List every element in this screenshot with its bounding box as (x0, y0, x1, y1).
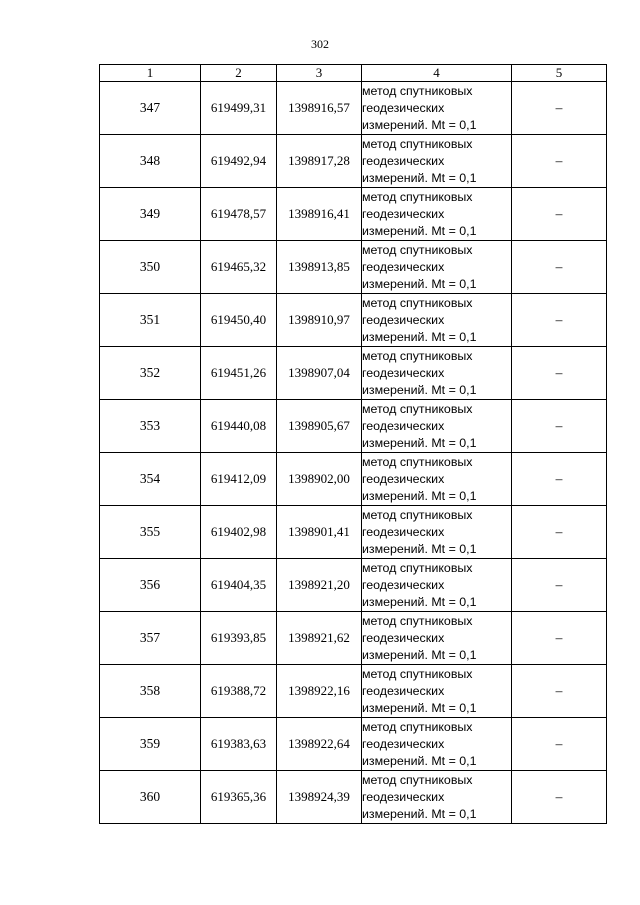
point-number-cell: 352 (100, 347, 201, 400)
method-cell (362, 82, 512, 135)
description-cell: – (512, 294, 607, 347)
method-line: измерений. Mt = 0,1 (362, 700, 477, 715)
method-line: измерений. Mt = 0,1 (362, 594, 477, 609)
description-cell: – (512, 771, 607, 824)
point-number-cell: 356 (100, 559, 201, 612)
point-number-cell: 355 (100, 506, 201, 559)
method-line: метод спутниковых (362, 136, 473, 151)
method-line: геодезических (362, 524, 445, 539)
x-coordinate-cell: 619404,35 (201, 559, 277, 612)
point-number-cell: 347 (100, 82, 201, 135)
coordinates-table (99, 64, 607, 824)
method-line: геодезических (362, 630, 445, 645)
x-coordinate-cell: 619450,40 (201, 294, 277, 347)
method-line: метод спутниковых (362, 666, 473, 681)
method-line: измерений. Mt = 0,1 (362, 223, 477, 238)
method-line: геодезических (362, 418, 445, 433)
method-line: метод спутниковых (362, 454, 473, 469)
method-line: геодезических (362, 577, 445, 592)
method-line: геодезических (362, 683, 445, 698)
description-cell: – (512, 241, 607, 294)
description-cell: – (512, 506, 607, 559)
header-col-4: 4 (362, 65, 512, 82)
x-coordinate-cell: 619388,72 (201, 665, 277, 718)
header-col-5: 5 (512, 65, 607, 82)
table-row (100, 453, 607, 506)
method-line: измерений. Mt = 0,1 (362, 276, 477, 291)
y-coordinate-cell: 1398924,39 (277, 771, 362, 824)
table-row (100, 400, 607, 453)
method-cell (362, 188, 512, 241)
description-cell: – (512, 400, 607, 453)
header-col-1: 1 (100, 65, 201, 82)
method-line: измерений. Mt = 0,1 (362, 541, 477, 556)
description-cell: – (512, 188, 607, 241)
method-line: метод спутниковых (362, 83, 473, 98)
method-line: метод спутниковых (362, 560, 473, 575)
x-coordinate-cell: 619451,26 (201, 347, 277, 400)
y-coordinate-cell: 1398916,41 (277, 188, 362, 241)
table-row (100, 771, 607, 824)
method-cell (362, 612, 512, 665)
method-line: метод спутниковых (362, 242, 473, 257)
y-coordinate-cell: 1398922,16 (277, 665, 362, 718)
method-line: измерений. Mt = 0,1 (362, 753, 477, 768)
method-line: метод спутниковых (362, 189, 473, 204)
method-cell (362, 400, 512, 453)
method-cell (362, 665, 512, 718)
description-cell: – (512, 559, 607, 612)
point-number-cell: 353 (100, 400, 201, 453)
point-number-cell: 358 (100, 665, 201, 718)
y-coordinate-cell: 1398917,28 (277, 135, 362, 188)
x-coordinate-cell: 619499,31 (201, 82, 277, 135)
table-row (100, 135, 607, 188)
method-cell (362, 559, 512, 612)
table-row (100, 241, 607, 294)
x-coordinate-cell: 619478,57 (201, 188, 277, 241)
method-line: метод спутниковых (362, 401, 473, 416)
x-coordinate-cell: 619412,09 (201, 453, 277, 506)
description-cell: – (512, 718, 607, 771)
table-row (100, 506, 607, 559)
header-row (100, 65, 607, 82)
y-coordinate-cell: 1398907,04 (277, 347, 362, 400)
table-row (100, 559, 607, 612)
method-line: геодезических (362, 365, 445, 380)
method-line: метод спутниковых (362, 348, 473, 363)
description-cell: – (512, 347, 607, 400)
method-line: геодезических (362, 736, 445, 751)
method-line: измерений. Mt = 0,1 (362, 806, 477, 821)
table-row (100, 718, 607, 771)
method-cell (362, 135, 512, 188)
method-line: измерений. Mt = 0,1 (362, 170, 477, 185)
table-row (100, 188, 607, 241)
table-row (100, 665, 607, 718)
method-line: геодезических (362, 100, 445, 115)
point-number-cell: 350 (100, 241, 201, 294)
y-coordinate-cell: 1398905,67 (277, 400, 362, 453)
point-number-cell: 357 (100, 612, 201, 665)
method-cell (362, 347, 512, 400)
table-header (100, 65, 607, 82)
method-cell (362, 453, 512, 506)
description-cell: – (512, 135, 607, 188)
page-number: 302 (311, 37, 329, 51)
y-coordinate-cell: 1398902,00 (277, 453, 362, 506)
x-coordinate-cell: 619402,98 (201, 506, 277, 559)
method-line: геодезических (362, 312, 445, 327)
x-coordinate-cell: 619393,85 (201, 612, 277, 665)
y-coordinate-cell: 1398901,41 (277, 506, 362, 559)
method-line: измерений. Mt = 0,1 (362, 435, 477, 450)
y-coordinate-cell: 1398921,20 (277, 559, 362, 612)
y-coordinate-cell: 1398910,97 (277, 294, 362, 347)
table-row (100, 294, 607, 347)
header-col-2: 2 (201, 65, 277, 82)
x-coordinate-cell: 619440,08 (201, 400, 277, 453)
method-line: геодезических (362, 789, 445, 804)
method-line: измерений. Mt = 0,1 (362, 647, 477, 662)
point-number-cell: 354 (100, 453, 201, 506)
method-line: метод спутниковых (362, 613, 473, 628)
x-coordinate-cell: 619383,63 (201, 718, 277, 771)
table-body (100, 82, 607, 824)
table-row (100, 612, 607, 665)
method-line: метод спутниковых (362, 719, 473, 734)
method-line: геодезических (362, 206, 445, 221)
method-cell (362, 506, 512, 559)
method-line: измерений. Mt = 0,1 (362, 117, 477, 132)
point-number-cell: 351 (100, 294, 201, 347)
y-coordinate-cell: 1398913,85 (277, 241, 362, 294)
method-line: метод спутниковых (362, 772, 473, 787)
method-line: измерений. Mt = 0,1 (362, 382, 477, 397)
point-number-cell: 348 (100, 135, 201, 188)
method-cell (362, 241, 512, 294)
method-cell (362, 771, 512, 824)
point-number-cell: 359 (100, 718, 201, 771)
method-line: метод спутниковых (362, 295, 473, 310)
method-line: геодезических (362, 471, 445, 486)
x-coordinate-cell: 619492,94 (201, 135, 277, 188)
method-line: метод спутниковых (362, 507, 473, 522)
description-cell: – (512, 82, 607, 135)
table-row (100, 82, 607, 135)
x-coordinate-cell: 619365,36 (201, 771, 277, 824)
method-line: измерений. Mt = 0,1 (362, 329, 477, 344)
description-cell: – (512, 453, 607, 506)
y-coordinate-cell: 1398921,62 (277, 612, 362, 665)
table-row (100, 347, 607, 400)
method-cell (362, 294, 512, 347)
method-line: геодезических (362, 259, 445, 274)
method-cell (362, 718, 512, 771)
point-number-cell: 360 (100, 771, 201, 824)
description-cell: – (512, 612, 607, 665)
x-coordinate-cell: 619465,32 (201, 241, 277, 294)
header-col-3: 3 (277, 65, 362, 82)
method-line: геодезических (362, 153, 445, 168)
y-coordinate-cell: 1398916,57 (277, 82, 362, 135)
description-cell: – (512, 665, 607, 718)
point-number-cell: 349 (100, 188, 201, 241)
method-line: измерений. Mt = 0,1 (362, 488, 477, 503)
y-coordinate-cell: 1398922,64 (277, 718, 362, 771)
